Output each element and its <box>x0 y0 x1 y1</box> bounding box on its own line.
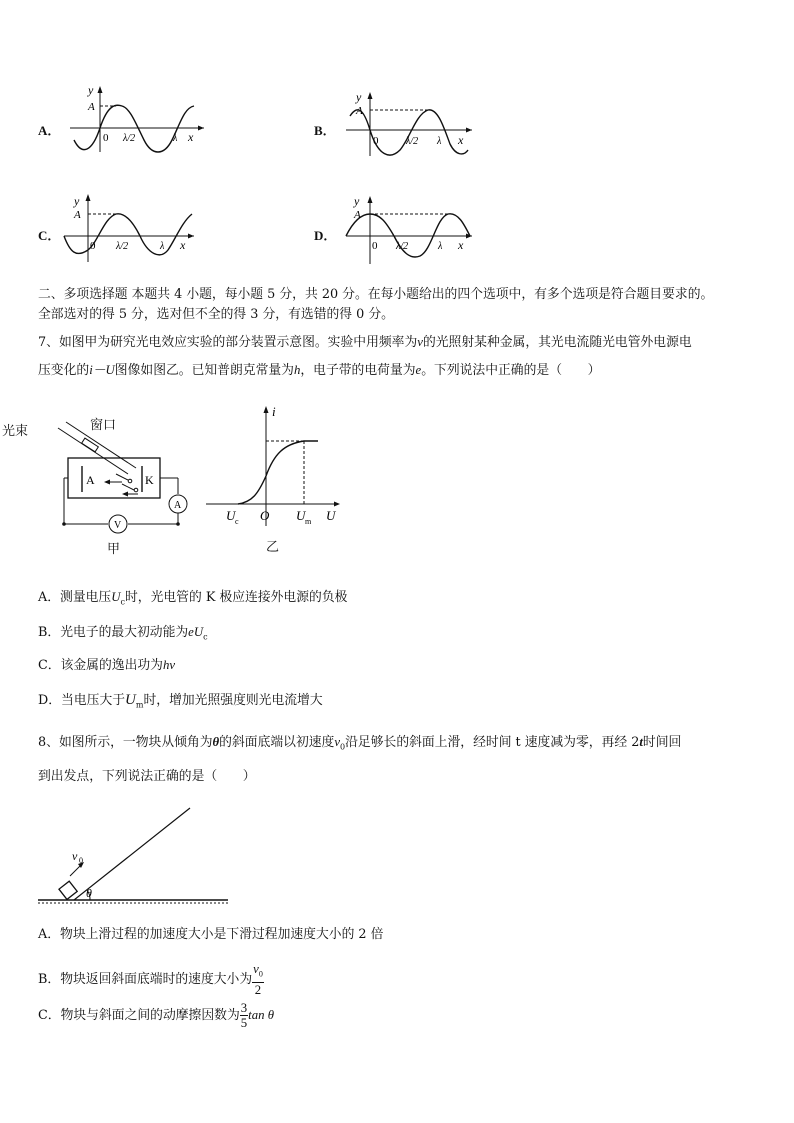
q7-option-d-symbol: U <box>125 692 136 708</box>
q7-option-b-text: B．光电子的最大初动能为 <box>38 625 189 640</box>
graph-b-x-label: x <box>458 133 464 147</box>
yi-axis-u-label: U <box>326 508 336 523</box>
graph-a-amp-label: A <box>88 101 95 113</box>
figure-jia-photocell-circuit <box>38 408 198 558</box>
q8-stem-line-2: 到出发点，下列说法正确的是（ ） <box>38 769 256 784</box>
q7-stem-text-2a: 压变化的 <box>38 363 90 378</box>
label-guangshu: 光束 <box>2 424 29 439</box>
q8-option-c-numerator: 3 <box>240 1001 248 1015</box>
section-2-line-2: 全部选对的得 5 分，选对但不全的得 3 分，有选错的得 0 分。 <box>38 307 394 322</box>
incline-v0-label: v <box>72 849 78 863</box>
wave-graph-c <box>60 192 200 264</box>
q8-option-b-numerator-subscript: 0 <box>258 969 263 979</box>
q7-option-d-text-1: D．当电压大于 <box>38 693 126 708</box>
q7-option-a <box>38 588 347 612</box>
graph-d-origin-label: 0 <box>372 240 378 252</box>
yi-uc-label: U <box>226 508 236 523</box>
voltmeter-label: V <box>114 520 122 531</box>
graph-a-half-label: λ/2 <box>123 133 136 144</box>
yi-um-label: U <box>296 508 306 523</box>
q8-stem-text-1d: 时间回 <box>642 735 682 750</box>
graph-a-origin-label: 0 <box>103 132 109 144</box>
graph-a-y-label: y <box>88 84 94 97</box>
section-2-line-1: 二、多项选择题 本题共 4 小题，每小题 5 分，共 20 分。在每小题给出的四个选项中，有多个选项是符合题目要求的。 <box>38 287 714 302</box>
graph-b-amp-label: A <box>356 105 363 117</box>
incline-v0-subscript: 0 <box>79 856 83 865</box>
figure-incline <box>34 800 234 910</box>
q7-stem-text-1b: 的光照射某种金属，其光电流随光电管外电源电 <box>422 335 692 350</box>
wave-graph-b <box>340 90 480 162</box>
q7-option-a-symbol: U <box>111 590 121 604</box>
q7-option-a-text-2: 时，光电管的 K 极应连接外电源的负极 <box>124 590 348 605</box>
q7-option-a-text-1: A．测量电压 <box>38 590 112 605</box>
graph-c-half-label: λ/2 <box>116 241 129 252</box>
q8-v0-symbol: v <box>334 735 341 749</box>
q8-t-symbol: t <box>639 735 643 749</box>
q7-stem-text-2c: ，电子带的电荷量为 <box>300 363 416 378</box>
q8-option-b-denominator: 2 <box>254 982 262 997</box>
option-d-label: D． <box>314 228 337 243</box>
q7-stem-text-2d: 。下列说法中正确的是（ ） <box>421 363 601 378</box>
q8-option-c-text: C．物块与斜面之间的动摩擦因数为 <box>38 1008 240 1023</box>
q8-option-c <box>38 1001 274 1030</box>
yi-origin-label: O <box>260 508 270 523</box>
graph-b-full-label: λ <box>437 136 442 147</box>
graph-d-x-label: x <box>458 238 464 252</box>
q8-stem-line-1 <box>38 733 681 757</box>
q7-h-symbol: h <box>293 363 301 377</box>
graph-b-y-label: y <box>356 90 362 104</box>
q7-option-d <box>38 691 323 715</box>
q8-option-c-tan-theta: tan θ <box>248 1008 274 1022</box>
q7-option-c-symbol: hν <box>162 658 176 672</box>
graph-b-origin-label: 0 <box>373 135 379 147</box>
q7-stem-line-2 <box>38 361 600 380</box>
graph-d-y-label: y <box>354 194 360 208</box>
option-b-label: B． <box>314 123 336 138</box>
q7-option-a-subscript: c <box>120 597 125 607</box>
graph-c-amp-label: A <box>74 209 81 221</box>
graph-c-origin-label: 0 <box>90 240 96 252</box>
incline-theta-label: θ <box>86 886 92 900</box>
q7-nu-symbol: ν <box>417 335 423 349</box>
graph-a-full-label: λ <box>173 133 178 144</box>
figure-yi-iu-graph <box>200 404 350 534</box>
q7-option-b <box>38 623 208 647</box>
label-chuangkou: 窗口 <box>90 418 117 433</box>
q7-stem-text-2b: 图像如图乙。已知普朗克常量为 <box>114 363 294 378</box>
q8-option-b <box>38 962 264 997</box>
q7-option-d-subscript: m <box>135 700 144 710</box>
graph-c-x-label: x <box>180 238 186 252</box>
graph-c-y-label: y <box>74 194 80 208</box>
q8-option-a: A．物块上滑过程的加速度大小是下滑过程加速度大小的 2 倍 <box>38 927 384 942</box>
electrode-k-label: K <box>145 473 154 487</box>
figure-yi-caption: 乙 <box>266 540 280 555</box>
q7-stem-line-1 <box>38 333 692 352</box>
q7-e-symbol: e <box>415 363 422 377</box>
graph-d-full-label: λ <box>438 241 443 252</box>
option-a-label: A． <box>38 123 61 138</box>
graph-a-x-label: x <box>188 130 194 144</box>
option-c-label: C． <box>38 228 61 243</box>
wave-graph-d <box>340 194 480 266</box>
q7-stem-text-1a: 7、如图甲为研究光电效应实验的部分装置示意图。实验中用频率为 <box>38 335 418 350</box>
q7-iu-symbol: i－U <box>89 363 115 377</box>
graph-c-full-label: λ <box>160 241 165 252</box>
q8-stem-text-1c: 沿足够长的斜面上滑，经时间 t 速度减为零，再经 2 <box>345 735 640 750</box>
graph-b-half-label: λ/2 <box>406 136 419 147</box>
q8-option-b-text: B．物块返回斜面底端时的速度大小为 <box>38 971 253 987</box>
yi-axis-i-label: i <box>272 404 276 419</box>
q8-stem-text-1a: 8、如图所示，一物块从倾角为 <box>38 735 213 750</box>
q8-option-b-numerator: v <box>253 962 259 976</box>
q8-option-c-denominator: 5 <box>240 1016 248 1030</box>
graph-d-amp-label: A <box>354 209 361 221</box>
q7-option-b-symbol: eU <box>188 625 204 639</box>
graph-d-half-label: λ/2 <box>396 241 409 252</box>
q7-option-c-text: C．该金属的逸出功为 <box>38 658 163 673</box>
figure-jia-caption: 甲 <box>107 542 121 557</box>
q8-option-b-fraction <box>252 962 264 997</box>
q8-theta-symbol: θ <box>212 735 220 749</box>
q7-option-d-text-2: 时，增加光照强度则光电流增大 <box>143 693 323 708</box>
yi-uc-subscript: c <box>235 517 239 526</box>
ammeter-label: A <box>174 500 182 511</box>
q7-option-c <box>38 656 175 675</box>
yi-um-subscript: m <box>305 517 312 526</box>
electrode-a-label: A <box>86 473 95 487</box>
q8-v0-subscript: 0 <box>340 742 346 752</box>
q8-option-c-fraction <box>240 1001 248 1030</box>
q7-option-b-subscript: c <box>203 632 208 642</box>
wave-graph-a <box>64 84 214 156</box>
q8-stem-text-1b: 的斜面底端以初速度 <box>219 735 335 750</box>
